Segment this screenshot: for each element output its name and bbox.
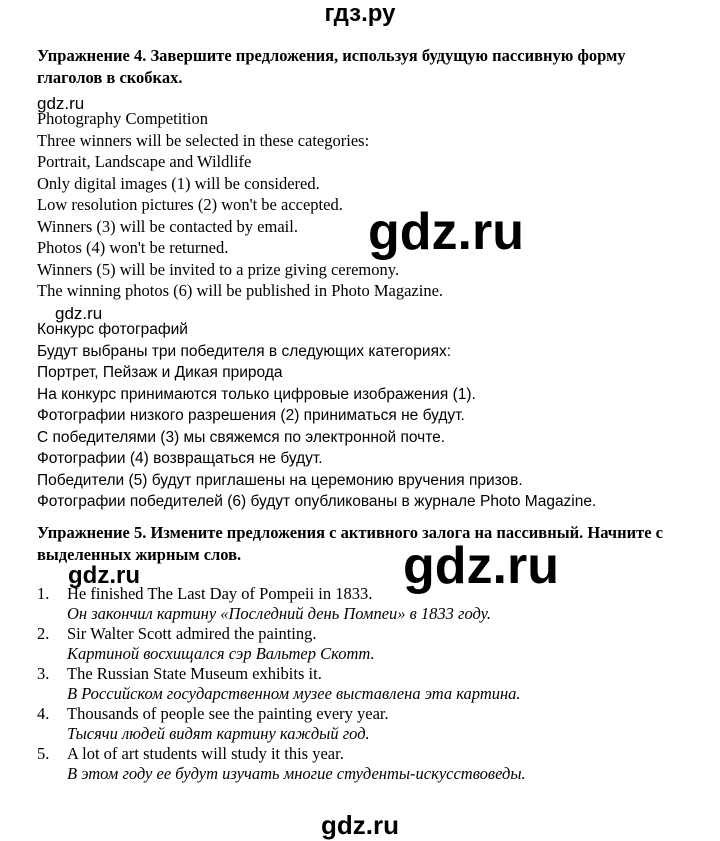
text-line: Low resolution pictures (2) won't be accepted. [37,195,343,214]
text-line: Будут выбраны три победителя в следующих категориях: [37,342,452,360]
text-line: Winners (3) will be contacted by email. [37,216,298,236]
watermark-large: gdz.ru [403,537,559,595]
list-item [37,624,526,664]
watermark-top: гдз.ру [324,0,396,27]
list-item [37,704,526,744]
item-english: Thousands of people see the painting every year. [67,704,389,723]
item-english: Sir Walter Scott admired the painting. [67,624,317,643]
text-line: Winners (5) will be invited to a prize giving ceremony. [37,259,400,279]
item-number: 2. [37,624,50,643]
text-line: Фотографии победителей (6) будут опубликованы в журнале Photo Magazine. [37,493,597,510]
item-number: 5. [37,744,50,763]
exercise5-list [37,584,526,784]
exercise4-russian-text [37,319,596,513]
exercise4-english-text [37,108,443,302]
text-line: Photos (4) won't be returned. [37,238,229,257]
exercise5-heading: Упражнение 5. Измените предложения с активного залога на пассивный. Начните с выделенных жирным слов. [37,523,663,564]
item-number: 4. [37,704,50,723]
item-english: The Russian State Museum exhibits it. [67,664,322,683]
text-line: Only digital images (1) will be considered. [37,173,320,193]
item-translation: Он закончил картину «Последний день Помпеи» в 1833 году. [67,604,492,623]
item-translation: В Российском государственном музее выставлена эта картина. [67,684,521,703]
item-number: 1. [37,584,50,603]
item-translation: Тысячи людей видят картину каждый год. [67,724,370,743]
text-line: Фотографии (4) возвращаться не будут. [37,450,323,467]
list-item [37,664,526,704]
text-line: Фотографии низкого разрешения (2) приниматься не будут. [37,407,465,424]
text-line: Portrait, Landscape and Wildlife [37,152,252,171]
text-line: The winning photos (6) will be published in Photo Magazine. [37,281,444,300]
watermark-large: gdz.ru [368,203,524,261]
exercise4-heading: Упражнение 4. Завершите предложения, используя будущую пассивную форму глаголов в скобках. [37,46,626,87]
text-line: Победители (5) будут приглашены на церемонию вручения призов. [37,471,523,489]
item-translation: Картиной восхищался сэр Вальтер Скотт. [67,644,375,663]
text-line: С победителями (3) мы свяжемся по электронной почте. [37,428,446,446]
watermark-bottom: gdz.ru [321,810,399,840]
watermark-medium: gdz.ru [68,562,140,589]
text-line: На конкурс принимаются только цифровые изображения (1). [37,385,476,403]
text-line: Конкурс фотографий [37,321,188,338]
watermark-small: gdz.ru [55,304,103,323]
item-translation: В этом году ее будут изучать многие студенты-искусствоведы. [67,764,526,783]
item-number: 3. [37,664,50,683]
text-line: Three winners will be selected in these categories: [37,130,370,150]
list-item [37,744,526,784]
item-english: A lot of art students will study it this year. [67,744,344,763]
text-line: Портрет, Пейзаж и Дикая природа [37,364,283,381]
watermark-small: gdz.ru [37,94,85,113]
text-line: Photography Competition [37,109,208,128]
list-item [37,584,526,624]
item-english: He finished The Last Day of Pompeii in 1833. [67,584,373,603]
